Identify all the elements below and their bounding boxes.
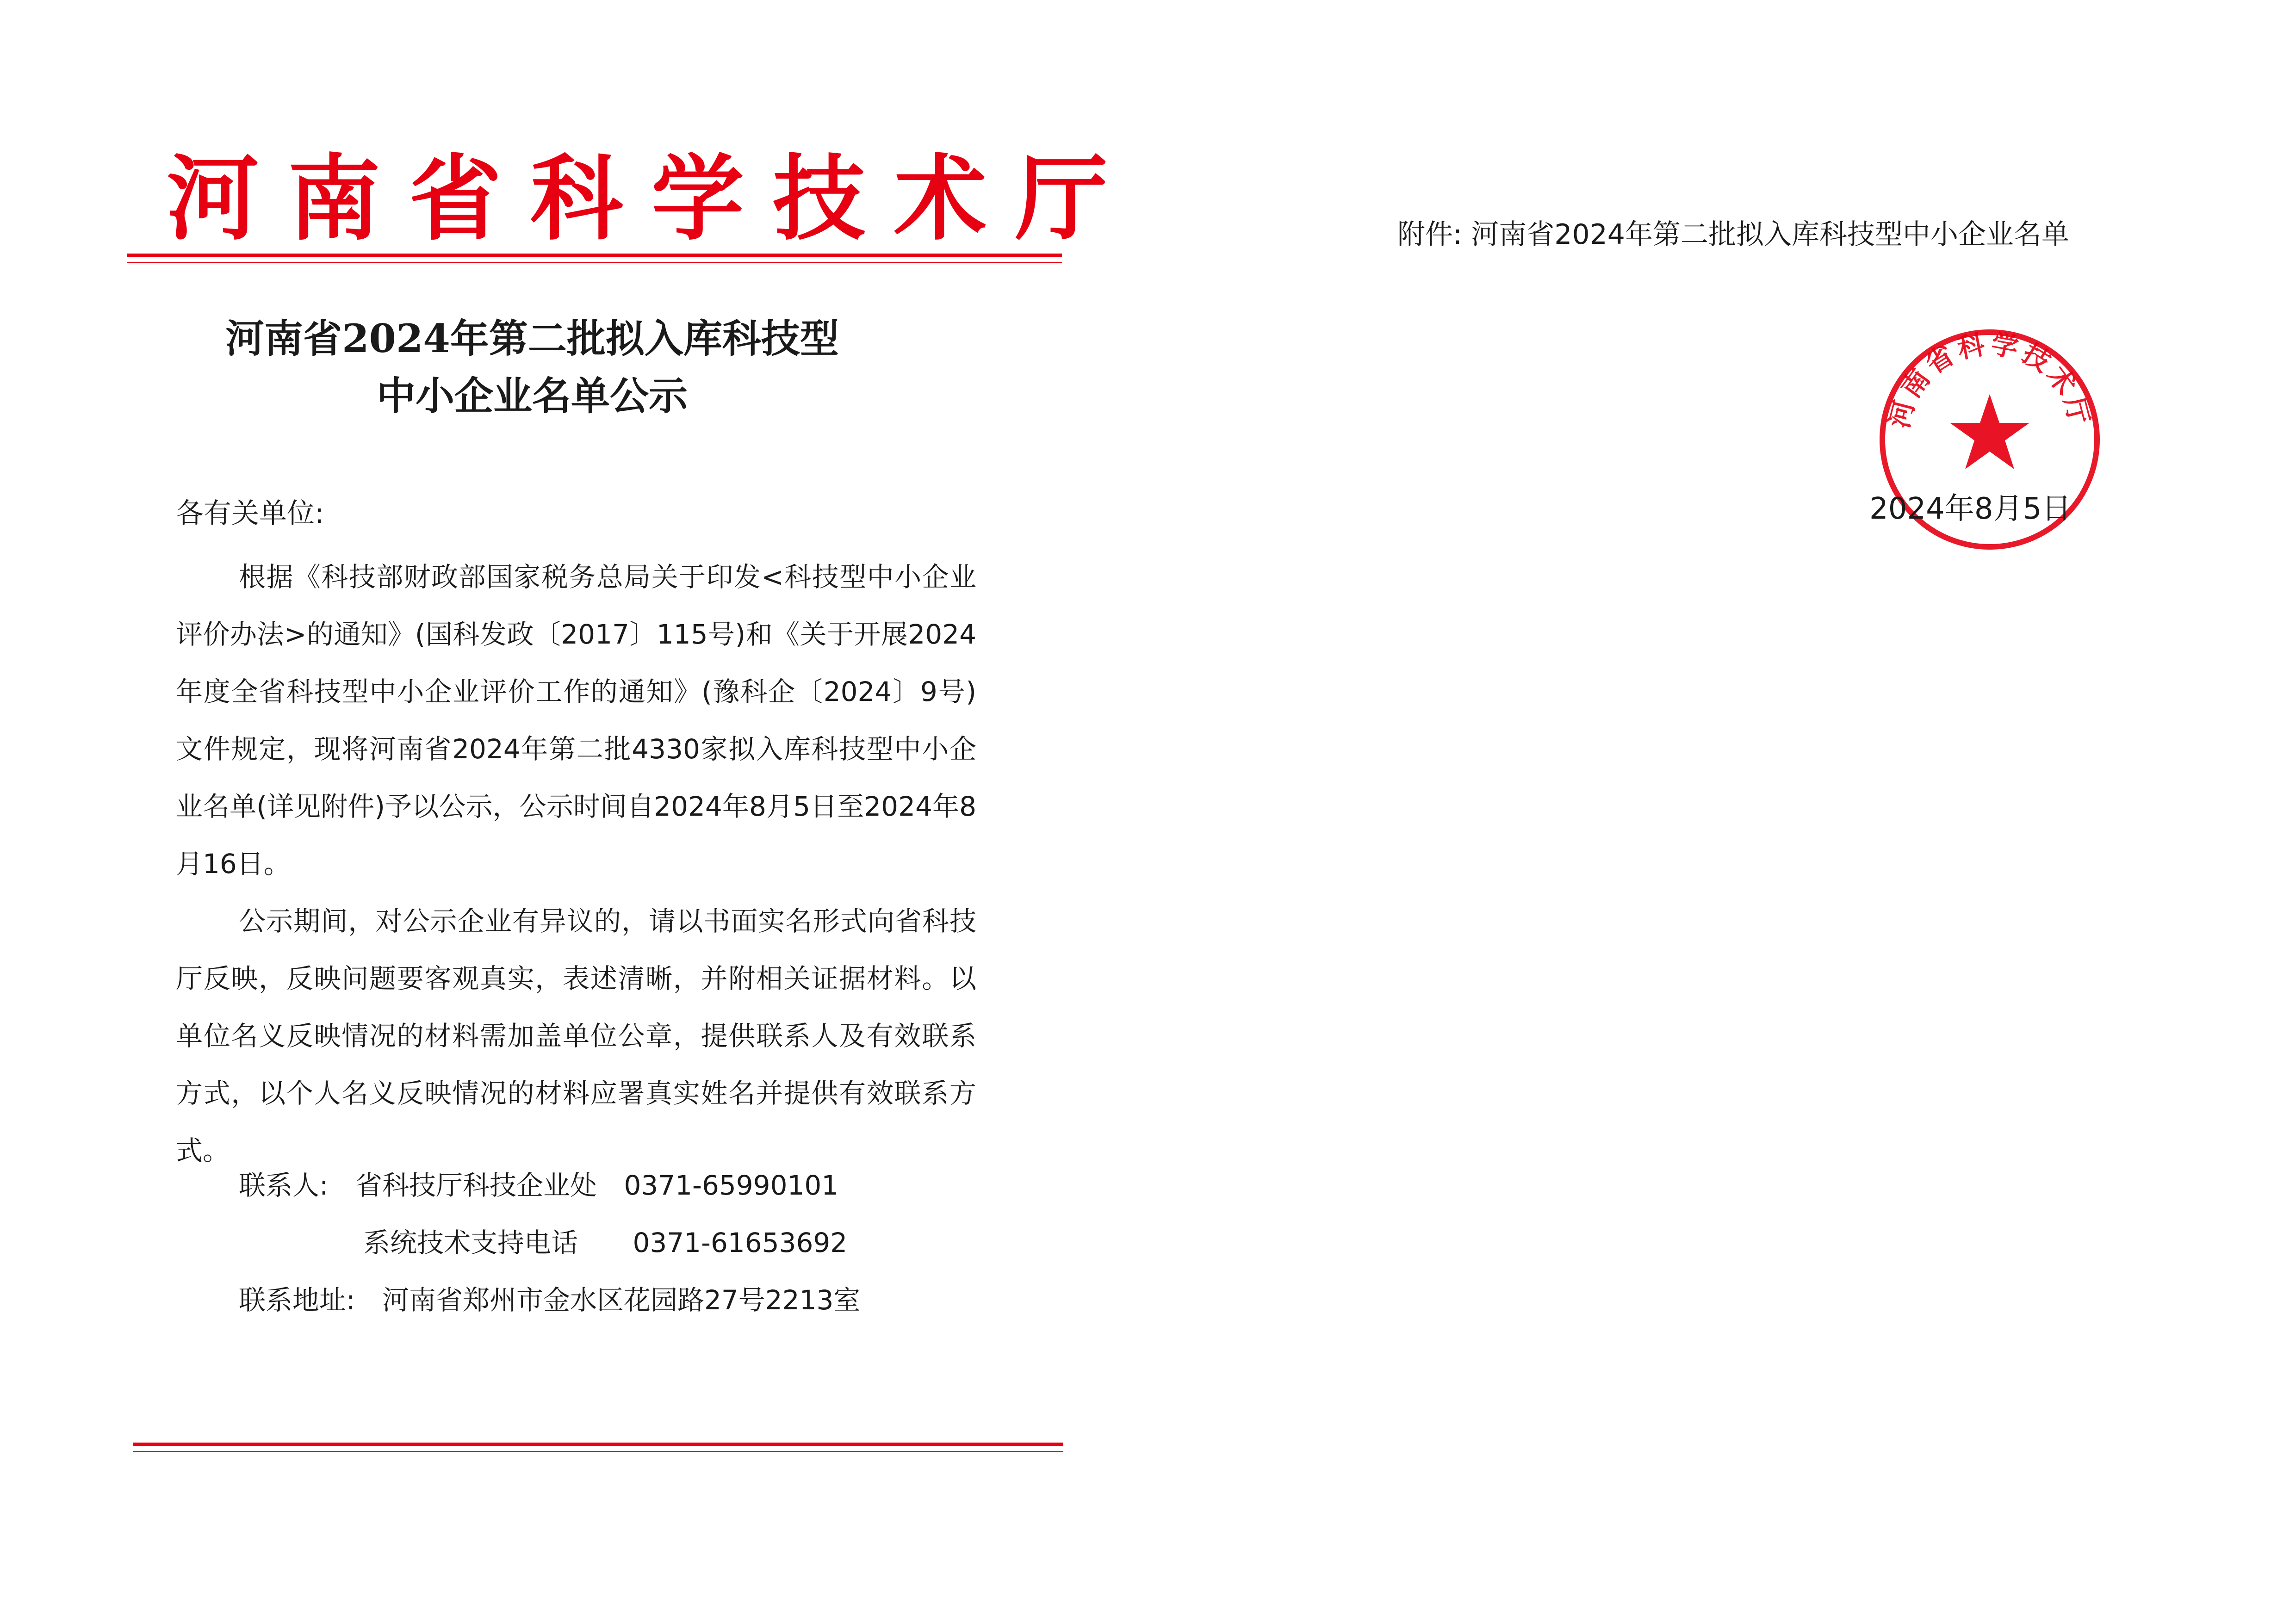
letterhead-rule-thin xyxy=(127,262,1062,263)
paragraph-basis: 根据《科技部财政部国家税务总局关于印发<科技型中小企业评价办法>的通知》(国科发政〔2017〕115号)和《关于开展2024年度全省科技型中小企业评价工作的通知》(豫科企〔2024〕9号)文件规定，现将河南省2024年第二批4330家拟入库科技型中小企业名单(详见附件)予以公示，公示时间自2024年8月5日至2024年8月16日。 xyxy=(176,561,976,880)
support-label: 系统技术支持电话 xyxy=(363,1227,578,1258)
attachment-note: 附件: 河南省2024年第二批拟入库科技型中小企业名单 xyxy=(1397,218,2069,251)
support-phone-line xyxy=(363,1214,847,1271)
title-line-2: 中小企业名单公示 xyxy=(376,373,688,419)
letterhead-rule-thick xyxy=(127,254,1062,257)
footer-rule-thick xyxy=(133,1443,1063,1446)
document-body xyxy=(176,548,976,1179)
address-label: 联系地址: xyxy=(239,1284,355,1316)
document-date: 2024年8月5日 xyxy=(1869,492,2072,526)
document-title xyxy=(139,310,925,425)
letterhead-org-name: 河南省科学技术厅 xyxy=(167,144,1137,253)
contact-label: 联系人: xyxy=(239,1170,329,1201)
contact-person-line xyxy=(239,1157,838,1214)
contact-address-line xyxy=(239,1271,860,1329)
star-icon xyxy=(1950,394,2029,469)
support-phone: 0371-61653692 xyxy=(633,1227,848,1258)
paragraph-objection: 公示期间，对公示企业有异议的，请以书面实名形式向省科技厅反映，反映问题要客观真实，表述清晰，并附相关证据材料。以单位名义反映情况的材料需加盖单位公章，提供联系人及有效联系方式，以个人名义反映情况的材料应署真实姓名并提供有效联系方式。 xyxy=(176,905,976,1166)
footer-rule-thin xyxy=(133,1451,1063,1452)
address-value: 河南省郑州市金水区花园路27号2213室 xyxy=(382,1284,861,1316)
contact-dept: 省科技厅科技企业处 xyxy=(355,1170,597,1201)
title-line-1: 河南省2024年第二批拟入库科技型 xyxy=(225,316,839,361)
seal-text: 河南省科学技术厅 xyxy=(1883,328,2097,432)
contact-dept-phone: 0371-65990101 xyxy=(624,1170,839,1201)
salutation: 各有关单位: xyxy=(176,497,324,530)
